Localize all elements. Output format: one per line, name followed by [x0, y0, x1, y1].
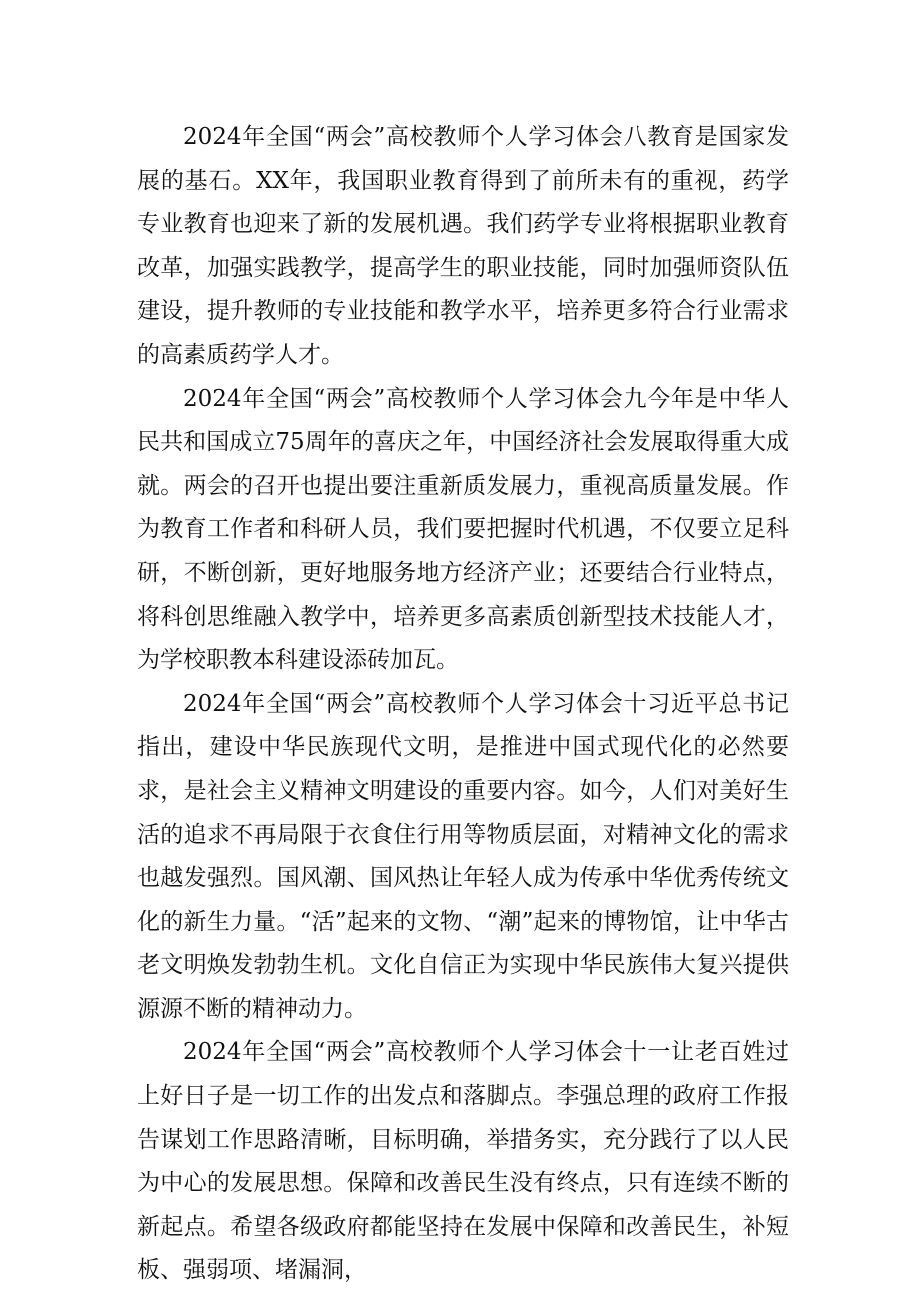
paragraph-8: 2024年全国“两会”高校教师个人学习体会八教育是国家发展的基石。XX年，我国职业教育得到了前所未有的重视，药学专业教育也迎来了新的发展机遇。我们药学专业将根据职业教育改革，加强实践教学，提高学生的职业技能，同时加强师资队伍建设，提升教师的专业技能和教学水平，培养更多符合行业需求的高素质药学人才。 [137, 124, 789, 368]
paragraph-11: 2024年全国“两会”高校教师个人学习体会十一让老百姓过上好日子是一切工作的出发点和落脚点。李强总理的政府工作报告谋划工作思路清晰，目标明确，举措务实，充分践行了以人民为中心的发展思想。保障和改善民生没有终点，只有连续不断的新起点。希望各级政府都能坚持在发展中保障和改善民生，补短板、强弱项、堵漏洞， [137, 1039, 789, 1284]
paragraph-10: 2024年全国“两会”高校教师个人学习体会十习近平总书记指出，建设中华民族现代文明，是推进中国式现代化的必然要求，是社会主义精神文明建设的重要内容。如今，人们对美好生活的追求不再局限于衣食住行用等物质层面，对精神文化的需求也越发强烈。国风潮、国风热让年轻人成为传承中华优秀传统文化的新生力量。“活”起来的文物、“潮”起来的博物馆，让中华古老文明焕发勃勃生机。文化自信正为实现中华民族伟大复兴提供源源不断的精神动力。 [137, 690, 789, 1022]
paragraph-9: 2024年全国“两会”高校教师个人学习体会九今年是中华人民共和国成立75周年的喜庆之年，中国经济社会发展取得重大成就。两会的召开也提出要注重新质发展力，重视高质量发展。作为教育工作者和科研人员，我们要把握时代机遇，不仅要立足科研，不断创新，更好地服务地方经济产业；还要结合行业特点，将科创思维融入教学中，培养更多高素质创新型技术技能人才，为学校职教本科建设添砖加瓦。 [137, 385, 789, 674]
document-body [137, 116, 789, 1293]
